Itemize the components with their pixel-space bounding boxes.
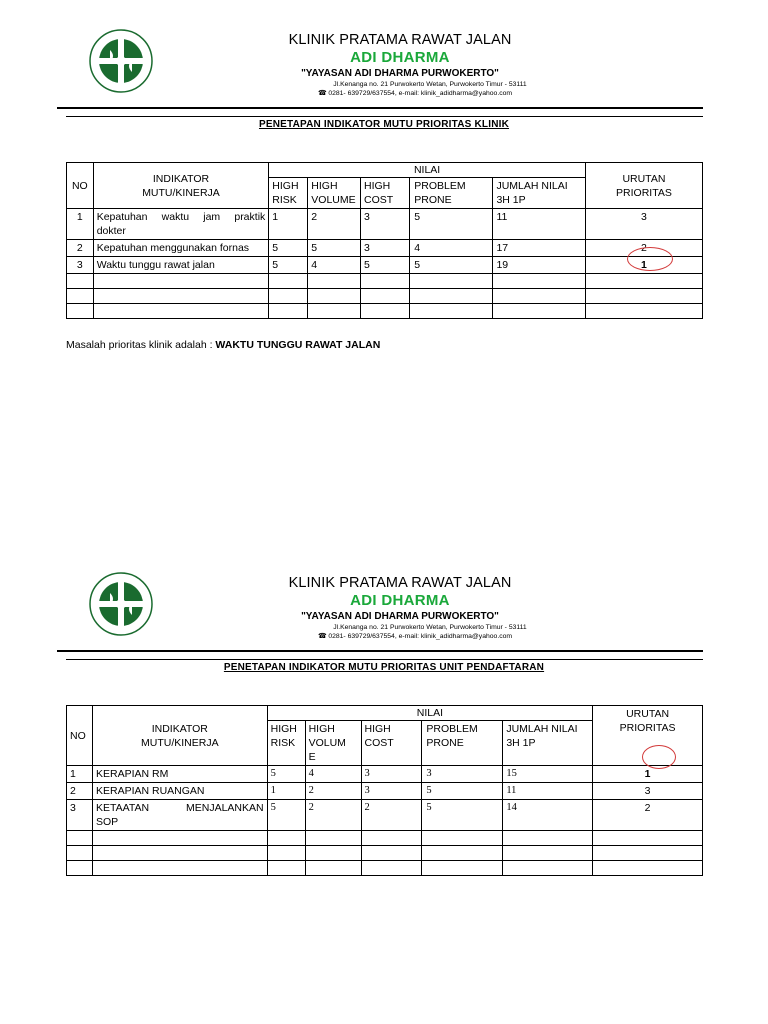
- header-high-risk-2: RISK: [270, 737, 296, 749]
- row-indikator: KERAPIAN RUANGAN: [92, 783, 267, 800]
- header-indikator-line1: INDIKATOR: [151, 722, 208, 735]
- row-high-volume: 4: [305, 766, 361, 783]
- row-problem-prone: 4: [410, 240, 493, 257]
- header-high-risk-1: HIGH: [272, 180, 299, 192]
- table-row: [67, 209, 703, 240]
- letterhead: [230, 32, 570, 97]
- header-urutan-line2: PRIORITAS: [619, 722, 676, 734]
- row-high-risk: 5: [267, 766, 305, 783]
- row-urutan: 3: [593, 783, 703, 800]
- header-high-risk: [267, 721, 305, 766]
- header-high-risk: [269, 178, 308, 209]
- header-high-cost-2: COST: [364, 737, 394, 749]
- row-jumlah: 17: [493, 240, 585, 257]
- header-urutan-line1: URUTAN: [626, 708, 670, 720]
- row-jumlah: 19: [493, 257, 585, 274]
- clinic-brand: ADI DHARMA: [350, 592, 450, 609]
- row-urutan: 1: [593, 766, 703, 783]
- header-rule-thin: [66, 659, 703, 660]
- row-high-risk: 1: [267, 783, 305, 800]
- row-no: 2: [67, 240, 94, 257]
- row-problem-prone: 5: [410, 257, 493, 274]
- row-urutan: 3: [585, 209, 702, 240]
- empty-row: [67, 289, 703, 304]
- header-problem-prone-1: PROBLEM: [414, 180, 466, 192]
- row-no: 1: [67, 766, 93, 783]
- header-urutan-line2: PRIORITAS: [616, 186, 672, 199]
- header-problem-prone-2: PRONE: [414, 194, 452, 206]
- row-high-cost: 3: [361, 783, 422, 800]
- header-jumlah-1: JUMLAH NILAI: [506, 723, 578, 735]
- row-jumlah: 11: [503, 783, 593, 800]
- row-urutan: 1: [585, 257, 702, 274]
- section1-title: PENETAPAN INDIKATOR MUTU PRIORITAS KLINIK: [258, 119, 510, 130]
- header-high-volume: [305, 721, 361, 766]
- header-jumlah-1: JUMLAH NILAI: [496, 180, 568, 192]
- row-indikator: Kepatuhan menggunakan fornas: [93, 240, 269, 257]
- row-high-risk: 5: [267, 800, 305, 831]
- header-problem-prone-1: PROBLEM: [426, 723, 478, 735]
- row-no: 3: [67, 257, 94, 274]
- clinic-address: Jl.Kenanga no. 21 Purwokerto Wetan, Purwokerto Timur - 53111: [333, 81, 527, 88]
- header-nilai: NILAI: [269, 163, 586, 178]
- row-problem-prone: 3: [422, 766, 503, 783]
- section1-table: [66, 162, 703, 319]
- clinic-brand: ADI DHARMA: [350, 49, 450, 66]
- row-indikator: [92, 800, 267, 831]
- row-no: 2: [67, 783, 93, 800]
- row-indikator: [93, 209, 269, 240]
- header-high-volume-2: VOLUME: [311, 194, 356, 206]
- table-row: [67, 240, 703, 257]
- clinic-logo: [88, 571, 154, 637]
- row-high-cost: 5: [361, 257, 410, 274]
- row-urutan: 2: [593, 800, 703, 831]
- conclusion-label: Masalah prioritas klinik adalah :: [66, 339, 213, 351]
- row-indikator: Waktu tunggu rawat jalan: [93, 257, 269, 274]
- clinic-contact-line: [230, 632, 570, 640]
- phone-icon: ☎: [317, 633, 327, 640]
- row-high-volume: 5: [308, 240, 361, 257]
- clinic-contact-line: [230, 89, 570, 97]
- row-jumlah: 14: [503, 800, 593, 831]
- row-indikator-a: KETAATAN MENJALANKAN: [95, 802, 264, 814]
- header-indikator-line2: MUTU/KINERJA: [142, 186, 220, 199]
- conclusion-value: WAKTU TUNGGU RAWAT JALAN: [215, 339, 381, 351]
- header-jumlah-2: 3H 1P: [506, 737, 536, 749]
- header-jumlah: [493, 178, 585, 209]
- header-high-cost: [361, 721, 422, 766]
- header-problem-prone: [410, 178, 493, 209]
- empty-row: [67, 861, 703, 876]
- empty-row: [67, 304, 703, 319]
- table-row: [67, 783, 703, 800]
- header-rule-thick: [57, 107, 703, 109]
- table-row: [67, 800, 703, 831]
- row-high-cost: 2: [361, 800, 422, 831]
- row-indikator-b: dokter: [96, 225, 126, 237]
- row-problem-prone: 5: [422, 783, 503, 800]
- row-high-cost: 3: [361, 240, 410, 257]
- header-high-volume: [308, 178, 361, 209]
- priority-circle-mark: [627, 247, 673, 271]
- header-no: NO: [67, 706, 93, 766]
- row-no: 3: [67, 800, 93, 831]
- row-urutan: 2: [585, 240, 702, 257]
- letterhead: [230, 575, 570, 640]
- row-high-cost: 3: [361, 209, 410, 240]
- row-high-volume: 2: [305, 800, 361, 831]
- clinic-logo: [88, 28, 154, 94]
- row-jumlah: 11: [493, 209, 585, 240]
- header-high-volume-3: E: [308, 751, 316, 763]
- empty-row: [67, 831, 703, 846]
- header-high-risk-2: RISK: [272, 194, 297, 206]
- row-high-cost: 3: [361, 766, 422, 783]
- section2-title: PENETAPAN INDIKATOR MUTU PRIORITAS UNIT PENDAFTARAN: [223, 662, 545, 673]
- row-indikator-b: SOP: [95, 816, 119, 828]
- row-indikator: KERAPIAN RM: [92, 766, 267, 783]
- header-urutan: [585, 163, 702, 209]
- row-problem-prone: 5: [410, 209, 493, 240]
- header-rule-thick: [57, 650, 703, 652]
- header-high-volume-2: VOLUM: [308, 737, 346, 749]
- header-problem-prone-2: PRONE: [426, 737, 464, 749]
- row-jumlah: 15: [503, 766, 593, 783]
- header-row: [67, 706, 703, 721]
- header-indikator-line2: MUTU/KINERJA: [141, 736, 219, 749]
- row-high-volume: 2: [305, 783, 361, 800]
- header-high-cost-2: COST: [364, 194, 394, 206]
- row-problem-prone: 5: [422, 800, 503, 831]
- clinic-contact: 0281- 639729/637554, e-mail: klinik_adidharma@yahoo.com: [328, 90, 513, 97]
- table-row: [67, 766, 703, 783]
- phone-icon: ☎: [317, 90, 327, 97]
- header-indikator: [93, 163, 269, 209]
- clinic-contact: 0281- 639729/637554, e-mail: klinik_adidharma@yahoo.com: [328, 633, 513, 640]
- section1-conclusion: [66, 339, 380, 351]
- empty-row: [67, 846, 703, 861]
- header-indikator: [92, 706, 267, 766]
- header-indikator-line1: INDIKATOR: [152, 172, 210, 185]
- header-no: NO: [67, 163, 94, 209]
- clinic-name: KLINIK PRATAMA RAWAT JALAN: [288, 32, 512, 48]
- row-high-risk: 1: [269, 209, 308, 240]
- header-jumlah-2: 3H 1P: [496, 194, 526, 206]
- section2-table: [66, 705, 703, 876]
- header-high-cost-1: HIGH: [364, 723, 391, 735]
- empty-row: [67, 274, 703, 289]
- header-urutan-line1: URUTAN: [622, 172, 666, 185]
- header-problem-prone: [422, 721, 503, 766]
- header-high-risk-1: HIGH: [270, 723, 297, 735]
- row-high-risk: 5: [269, 257, 308, 274]
- row-high-volume: 4: [308, 257, 361, 274]
- header-jumlah: [503, 721, 593, 766]
- table-row: [67, 257, 703, 274]
- row-high-volume: 2: [308, 209, 361, 240]
- row-no: 1: [67, 209, 94, 240]
- header-rule-thin: [66, 116, 703, 117]
- header-high-volume-1: HIGH: [308, 723, 335, 735]
- header-high-cost: [361, 178, 410, 209]
- header-row: [67, 163, 703, 178]
- row-high-risk: 5: [269, 240, 308, 257]
- row-indikator-a: Kepatuhan waktu jam praktik: [96, 211, 266, 223]
- clinic-address: Jl.Kenanga no. 21 Purwokerto Wetan, Purwokerto Timur - 53111: [333, 624, 527, 631]
- header-high-volume-1: HIGH: [311, 180, 338, 192]
- clinic-name: KLINIK PRATAMA RAWAT JALAN: [288, 575, 512, 591]
- clinic-foundation: "YAYASAN ADI DHARMA PURWOKERTO": [301, 68, 499, 79]
- priority-circle-mark: [642, 745, 676, 769]
- header-nilai: NILAI: [267, 706, 593, 721]
- clinic-foundation: "YAYASAN ADI DHARMA PURWOKERTO": [301, 611, 499, 622]
- header-high-cost-1: HIGH: [364, 180, 391, 192]
